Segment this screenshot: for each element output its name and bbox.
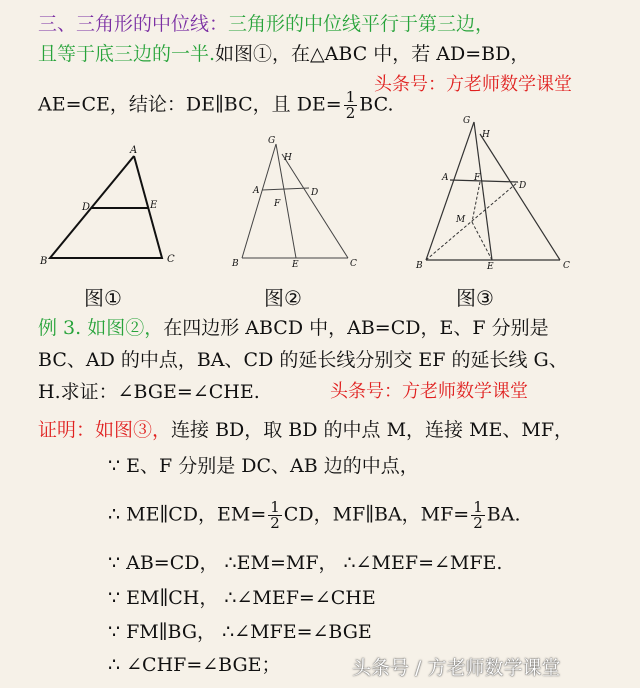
figure-1 (30, 140, 190, 270)
fraction-mf-num: 1 (473, 498, 483, 516)
proof-step-1: ∵ E、F 分别是 DC、AB 边的中点， (108, 455, 419, 477)
section3-line1 (38, 12, 494, 36)
fig1-label-d: D (82, 202, 91, 213)
fig2-caption: 图② (264, 286, 302, 310)
fraction-half-mf (471, 500, 485, 531)
fraction-half-em (268, 500, 282, 531)
fig2-label-g: G (268, 136, 276, 146)
fig3-caption: 图③ (456, 286, 494, 310)
fraction-mf-den: 2 (473, 514, 483, 532)
fig1-caption: 图① (84, 286, 122, 310)
section3-intro: 如图①，在△ABC 中，若 AD=BD， (215, 43, 530, 65)
watermark-middle: 头条号：方老师数学课堂 (330, 381, 528, 402)
fig2-label-h: H (284, 153, 292, 163)
section3-cond2-end: BC. (359, 93, 394, 116)
section3-title: 三、三角形的中位线： (38, 13, 229, 35)
fig1-label-a: A (130, 145, 138, 156)
fig3-line-ad (450, 180, 518, 182)
fig3-line-hc (480, 134, 560, 260)
example3-label: 例 3. (38, 317, 82, 339)
fraction-den: 2 (345, 104, 356, 122)
proof-step-3: ∵ AB=CD， ∴EM=MF， ∴∠MEF=∠MFE. (108, 552, 503, 574)
fig2-line-gb (242, 144, 276, 258)
fig3-label-e: E (487, 262, 494, 272)
fig2-label-d: D (311, 188, 319, 198)
fig3-label-h: H (482, 130, 490, 140)
fig2-label-e: E (292, 260, 299, 270)
proof-text: 连接 BD，取 BD 的中点 M，连接 ME、MF， (171, 419, 574, 441)
fig1-label-c: C (167, 254, 175, 265)
fig3-label-m: M (456, 215, 466, 225)
fig2-label-a: A (253, 186, 260, 196)
watermark-footer: 头条号 / 方老师数学课堂 (352, 657, 561, 679)
fig3-dashed-fm (472, 182, 480, 222)
proof-step-5: ∵ FM∥BG， ∴∠MFE=∠BGE (108, 621, 372, 643)
proof-step-2b: CD，MF∥BA，MF= (283, 503, 470, 526)
example3-text2: BC、AD 的中点，BA、CD 的延长线分别交 EF 的延长线 G、 (38, 349, 568, 371)
example3-text1: 在四边形 ABCD 中，AB=CD，E、F 分别是 (163, 317, 549, 339)
fraction-half (344, 90, 358, 121)
fig2-label-c: C (350, 259, 357, 269)
example3-line1 (38, 316, 549, 340)
fig1-label-e: E (150, 200, 158, 211)
fig3-label-d: D (519, 181, 527, 191)
proof-step-4: ∵ EM∥CH， ∴∠MEF=∠CHE (108, 587, 376, 609)
fig3-label-a: A (442, 173, 449, 183)
example3-line2 (38, 348, 568, 372)
section3-def-part2: 且等于底三边的一半. (38, 43, 216, 65)
section3-line3 (38, 90, 393, 121)
section3-line2 (38, 42, 529, 66)
proof-line1 (38, 418, 573, 442)
proof-ref: 如图③， (95, 419, 172, 441)
fig2-line-hc (282, 154, 348, 258)
proof-step-2a: ∴ ME∥CD，EM= (108, 503, 267, 526)
section3-cond2: AE=CE，结论：DE∥BC，且 DE= (38, 93, 342, 116)
fig2-label-b: B (232, 259, 239, 269)
example3-line3 (38, 380, 260, 404)
proof-label: 证明： (38, 419, 96, 441)
section3-def-part1: 三角形的中位线平行于第三边， (228, 13, 495, 35)
figure-3 (408, 110, 578, 275)
fig2-label-f: F (274, 199, 281, 209)
fig2-line-ad (262, 188, 309, 190)
proof-step-6: ∴ ∠CHF=∠BGE； (108, 654, 281, 676)
proof-step-2 (108, 500, 521, 531)
fig3-label-b: B (416, 261, 423, 271)
fig3-line-ge (474, 122, 492, 260)
fraction-num: 1 (345, 88, 356, 106)
example3-ref: 如图②， (87, 317, 164, 339)
fraction-em-den: 2 (270, 514, 280, 532)
watermark-top: 头条号：方老师数学课堂 (374, 74, 572, 95)
figure-2 (226, 130, 366, 275)
proof-step-2c: BA. (486, 503, 521, 526)
fig3-label-g: G (463, 116, 471, 126)
fig1-label-b: B (40, 256, 48, 267)
example3-text3: H.求证：∠BGE=∠CHE. (38, 381, 260, 403)
fig3-label-c: C (563, 261, 570, 271)
fraction-em-num: 1 (270, 498, 280, 516)
fig3-label-f: F (474, 173, 481, 183)
